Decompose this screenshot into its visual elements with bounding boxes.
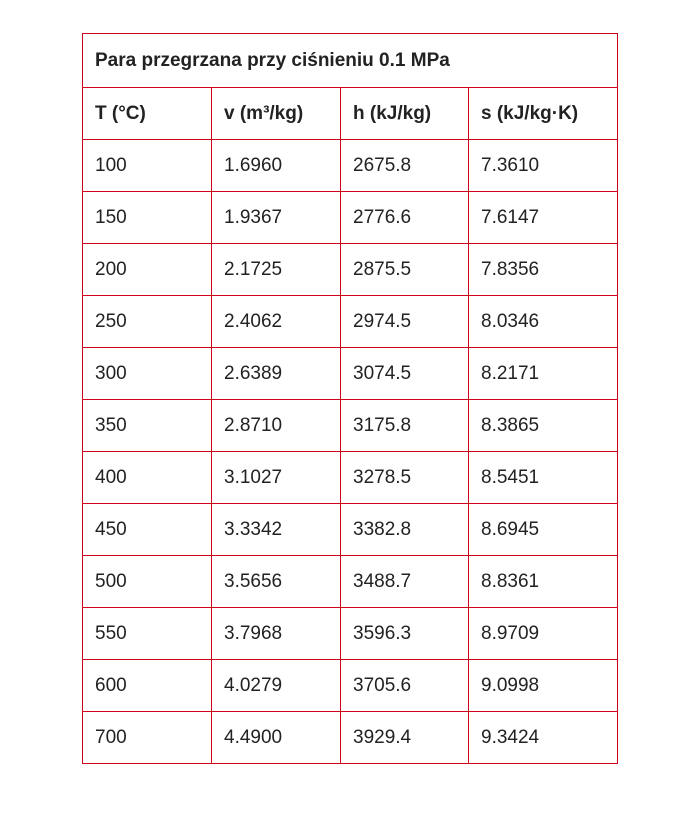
cell-specific-volume: 3.1027 <box>212 452 341 504</box>
cell-entropy: 9.3424 <box>469 712 618 764</box>
cell-enthalpy: 3488.7 <box>341 556 469 608</box>
table-row <box>83 192 618 244</box>
table-row <box>83 556 618 608</box>
cell-entropy: 9.0998 <box>469 660 618 712</box>
cell-enthalpy: 3278.5 <box>341 452 469 504</box>
cell-temperature: 100 <box>83 140 212 192</box>
table-row <box>83 400 618 452</box>
table-title: Para przegrzana przy ciśnieniu 0.1 MPa <box>83 34 618 88</box>
table-row <box>83 660 618 712</box>
cell-specific-volume: 3.7968 <box>212 608 341 660</box>
cell-temperature: 200 <box>83 244 212 296</box>
cell-specific-volume: 1.6960 <box>212 140 341 192</box>
cell-specific-volume: 4.4900 <box>212 712 341 764</box>
cell-enthalpy: 3929.4 <box>341 712 469 764</box>
cell-specific-volume: 3.3342 <box>212 504 341 556</box>
cell-specific-volume: 2.4062 <box>212 296 341 348</box>
cell-temperature: 450 <box>83 504 212 556</box>
cell-entropy: 7.8356 <box>469 244 618 296</box>
table-row <box>83 244 618 296</box>
cell-entropy: 8.3865 <box>469 400 618 452</box>
superheated-steam-table <box>82 33 618 764</box>
cell-enthalpy: 2875.5 <box>341 244 469 296</box>
cell-entropy: 7.3610 <box>469 140 618 192</box>
cell-temperature: 350 <box>83 400 212 452</box>
table-row <box>83 608 618 660</box>
cell-entropy: 7.6147 <box>469 192 618 244</box>
table-row <box>83 348 618 400</box>
cell-entropy: 8.5451 <box>469 452 618 504</box>
header-enthalpy: h (kJ/kg) <box>341 88 469 140</box>
title-row <box>83 34 618 88</box>
cell-entropy: 8.8361 <box>469 556 618 608</box>
cell-temperature: 550 <box>83 608 212 660</box>
cell-enthalpy: 2974.5 <box>341 296 469 348</box>
cell-specific-volume: 4.0279 <box>212 660 341 712</box>
cell-enthalpy: 3596.3 <box>341 608 469 660</box>
table-row <box>83 712 618 764</box>
cell-temperature: 300 <box>83 348 212 400</box>
table-row <box>83 504 618 556</box>
cell-entropy: 8.9709 <box>469 608 618 660</box>
table-row <box>83 452 618 504</box>
cell-enthalpy: 3175.8 <box>341 400 469 452</box>
cell-temperature: 150 <box>83 192 212 244</box>
header-specific-volume: v (m³/kg) <box>212 88 341 140</box>
cell-specific-volume: 2.8710 <box>212 400 341 452</box>
cell-specific-volume: 2.6389 <box>212 348 341 400</box>
cell-enthalpy: 3705.6 <box>341 660 469 712</box>
header-row <box>83 88 618 140</box>
cell-enthalpy: 3382.8 <box>341 504 469 556</box>
table-body <box>83 34 618 764</box>
cell-temperature: 400 <box>83 452 212 504</box>
cell-entropy: 8.0346 <box>469 296 618 348</box>
cell-specific-volume: 2.1725 <box>212 244 341 296</box>
cell-entropy: 8.2171 <box>469 348 618 400</box>
cell-entropy: 8.6945 <box>469 504 618 556</box>
cell-enthalpy: 2776.6 <box>341 192 469 244</box>
cell-temperature: 500 <box>83 556 212 608</box>
cell-temperature: 250 <box>83 296 212 348</box>
header-entropy: s (kJ/kg·K) <box>469 88 618 140</box>
cell-enthalpy: 3074.5 <box>341 348 469 400</box>
table-row <box>83 296 618 348</box>
cell-specific-volume: 3.5656 <box>212 556 341 608</box>
header-temperature: T (°C) <box>83 88 212 140</box>
cell-temperature: 600 <box>83 660 212 712</box>
table-row <box>83 140 618 192</box>
cell-enthalpy: 2675.8 <box>341 140 469 192</box>
cell-specific-volume: 1.9367 <box>212 192 341 244</box>
cell-temperature: 700 <box>83 712 212 764</box>
